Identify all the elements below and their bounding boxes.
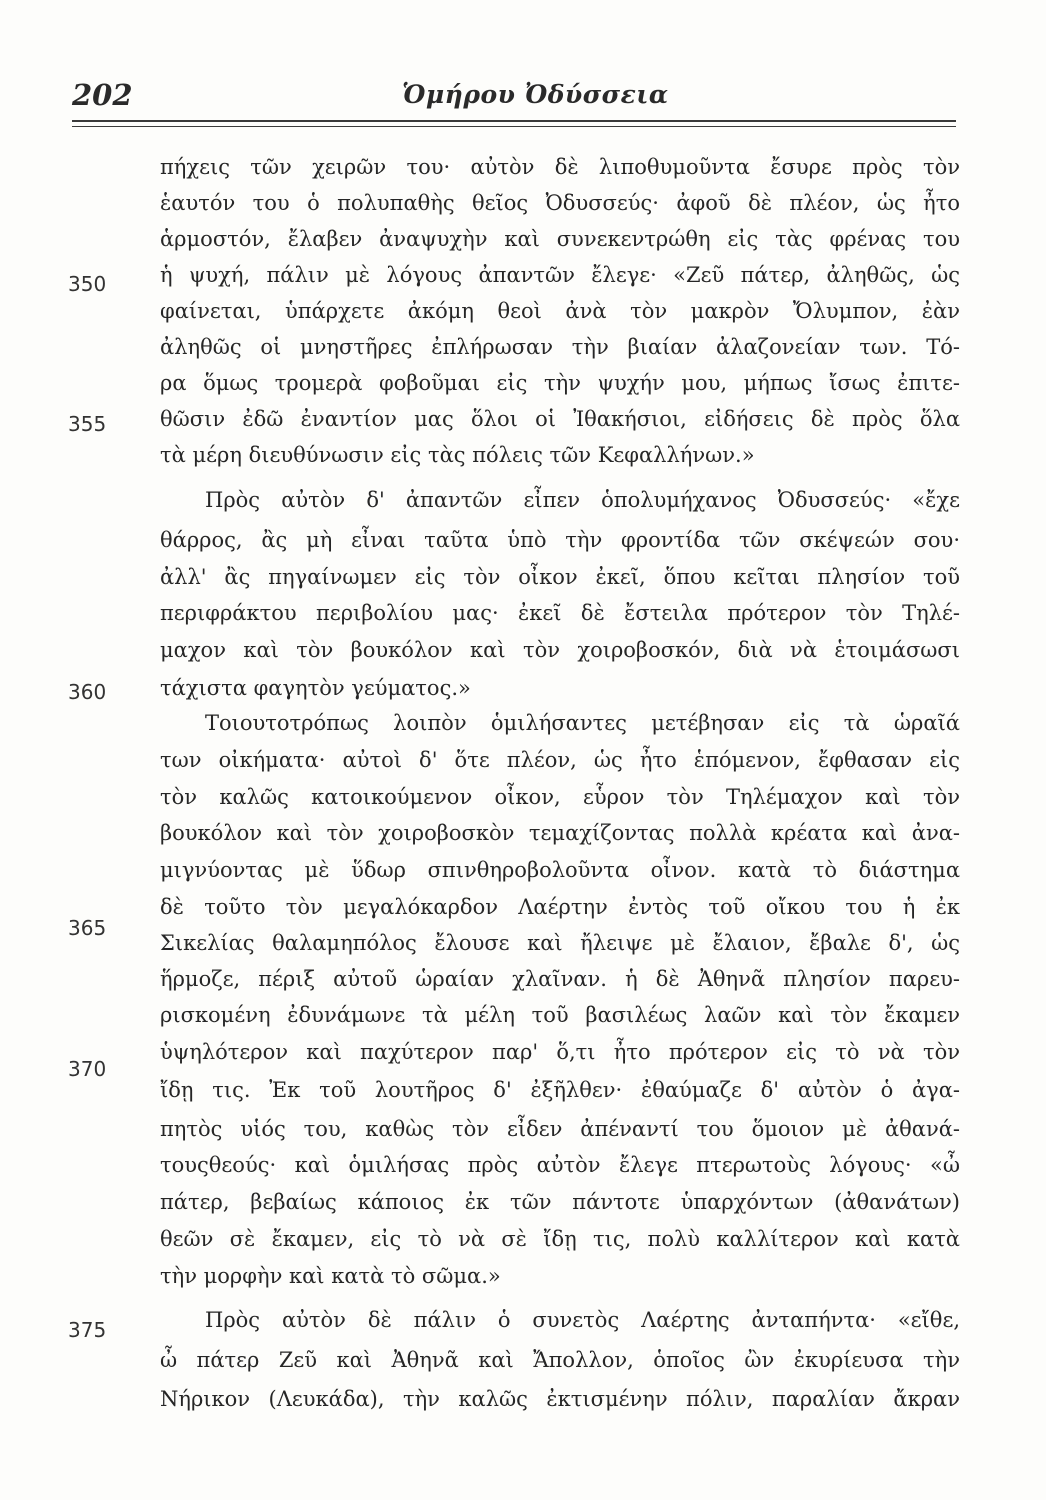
text-line: πήχεις τῶν χειρῶν του· αὐτὸν δὲ λιποθυμοῦντα ἔσυρε πρὸς τὸν <box>160 155 960 179</box>
header-rule-thin <box>72 126 956 127</box>
text-line: Νήρικον (Λευκάδα), τὴν καλῶς ἐκτισμένην πόλιν, παραλίαν ἄκραν <box>160 1387 960 1411</box>
text-line: θῶσιν ἐδῶ ἐναντίον μας ὅλοι οἱ Ἰθακήσιοι, εἰδήσεις δὲ πρὸς ὅλα <box>160 407 960 431</box>
text-line: φαίνεται, ὑπάρχετε ἀκόμη θεοὶ ἀνὰ τὸν μακρὸν Ὄλυμπον, ἐὰν <box>160 299 960 323</box>
line-number: 370 <box>68 1057 107 1081</box>
text-line: τάχιστα φαγητὸν γεύματος.» <box>160 676 471 700</box>
text-line: δὲ τοῦτο τὸν μεγαλόκαρδον Λαέρτην ἐντὸς τοῦ οἴκου του ἡ ἐκ <box>160 895 960 919</box>
running-head: Ὁμήρου Ὀδύσσεια <box>402 80 669 109</box>
text-line: των οἰκήματα· αὐτοὶ δ' ὅτε πλέον, ὡς ἦτο ἑπόμενον, ἔφθασαν εἰς <box>160 748 960 772</box>
text-line: ἥρμοζε, πέριξ αὐτοῦ ὡραίαν χλαῖναν. ἡ δὲ Ἀθηνᾶ πλησίον παρευ- <box>160 967 960 991</box>
line-number: 360 <box>68 680 107 704</box>
text-line: βουκόλον καὶ τὸν χοιροβοσκὸν τεμαχίζοντας πολλὰ κρέατα καὶ ἀνα- <box>160 821 960 845</box>
text-line: ἀλλ' ἂς πηγαίνωμεν εἰς τὸν οἶκον ἐκεῖ, ὅπου κεῖται πλησίον τοῦ <box>160 565 960 589</box>
text-line: μιγνύοντας μὲ ὕδωρ σπινθηροβολοῦντα οἶνον. κατὰ τὸ διάστημα <box>160 858 960 882</box>
text-line: ὑψηλότερον καὶ παχύτερον παρ' ὅ,τι ἦτο πρότερον εἰς τὸ νὰ τὸν <box>160 1040 960 1064</box>
text-line: ἑαυτόν του ὁ πολυπαθὴς θεῖος Ὀδυσσεύς· ἀφοῦ δὲ πλέον, ὡς ἦτο <box>160 191 960 215</box>
text-line: τουςθεούς· καὶ ὁμιλήσας πρὸς αὐτὸν ἔλεγε πτερωτοὺς λόγους· «ὦ <box>160 1153 960 1177</box>
text-line: τὰ μέρη διευθύνωσιν εἰς τὰς πόλεις τῶν Κεφαλλήνων.» <box>160 443 755 467</box>
text-line: Πρὸς αὐτὸν δ' ἀπαντῶν εἶπεν ὁπολυμήχανος Ὀδυσσεύς· «ἔχε <box>205 488 960 512</box>
text-line: Σικελίας θαλαμηπόλος ἔλουσε καὶ ἤλειψε μὲ ἔλαιον, ἔβαλε δ', ὡς <box>160 931 960 955</box>
text-line: πάτερ, βεβαίως κάποιος ἐκ τῶν πάντοτε ὑπαρχόντων (ἀθανάτων) <box>160 1190 960 1214</box>
text-line: ρα ὅμως τρομερὰ φοβοῦμαι εἰς τὴν ψυχήν μου, μήπως ἴσως ἐπιτε- <box>160 371 960 395</box>
text-line: ἀληθῶς οἱ μνηστῆρες ἐπλήρωσαν τὴν βιαίαν ἀλαζονείαν των. Τό- <box>160 335 960 359</box>
line-number: 375 <box>68 1318 107 1342</box>
text-line: θάρρος, ἂς μὴ εἶναι ταῦτα ὑπὸ τὴν φροντίδα τῶν σκέψεών σου· <box>160 528 960 552</box>
line-number: 365 <box>68 916 107 940</box>
text-line: ἁρμοστόν, ἔλαβεν ἀναψυχὴν καὶ συνεκεντρώθη εἰς τὰς φρένας του <box>160 227 960 251</box>
text-line: τὸν καλῶς κατοικούμενον οἶκον, εὗρον τὸν Τηλέμαχον καὶ τὸν <box>160 785 960 809</box>
text-line: θεῶν σὲ ἔκαμεν, εἰς τὸ νὰ σὲ ἴδῃ τις, πολὺ καλλίτερον καὶ κατὰ <box>160 1227 960 1251</box>
header-rule <box>72 120 956 122</box>
page-header <box>72 78 972 118</box>
line-number: 355 <box>68 412 107 436</box>
text-line: ὦ πάτερ Ζεῦ καὶ Ἀθηνᾶ καὶ Ἄπολλον, ὁποῖος ὢν ἐκυρίευσα τὴν <box>160 1348 960 1372</box>
text-line: μαχον καὶ τὸν βουκόλον καὶ τὸν χοιροβοσκόν, διὰ νὰ ἑτοιμάσωσι <box>160 638 960 662</box>
text-line: ἡ ψυχή, πάλιν μὲ λόγους ἀπαντῶν ἔλεγε· «Ζεῦ πάτερ, ἀληθῶς, ὡς <box>160 263 960 287</box>
text-line: Τοιουτοτρόπως λοιπὸν ὁμιλήσαντες μετέβησαν εἰς τὰ ὡραῖά <box>205 711 960 735</box>
text-line: Πρὸς αὐτὸν δὲ πάλιν ὁ συνετὸς Λαέρτης ἀνταπήντα· «εἴθε, <box>205 1308 960 1332</box>
text-line: ρισκομένη ἐδυνάμωνε τὰ μέλη τοῦ βασιλέως λαῶν καὶ τὸν ἔκαμεν <box>160 1003 960 1027</box>
text-line: τὴν μορφὴν καὶ κατὰ τὸ σῶμα.» <box>160 1264 501 1288</box>
text-line: ἴδῃ τις. Ἐκ τοῦ λουτῆρος δ' ἐξῆλθεν· ἐθαύμαζε δ' αὐτὸν ὁ ἀγα- <box>160 1078 960 1102</box>
line-number: 350 <box>68 272 107 296</box>
text-line: περιφράκτου περιβολίου μας· ἐκεῖ δὲ ἔστειλα πρότερον τὸν Τηλέ- <box>160 601 960 625</box>
page-number: 202 <box>72 78 133 112</box>
text-line: πητὸς υἱός του, καθὼς τὸν εἶδεν ἀπέναντί του ὅμοιον μὲ ἀθανά- <box>160 1117 960 1141</box>
